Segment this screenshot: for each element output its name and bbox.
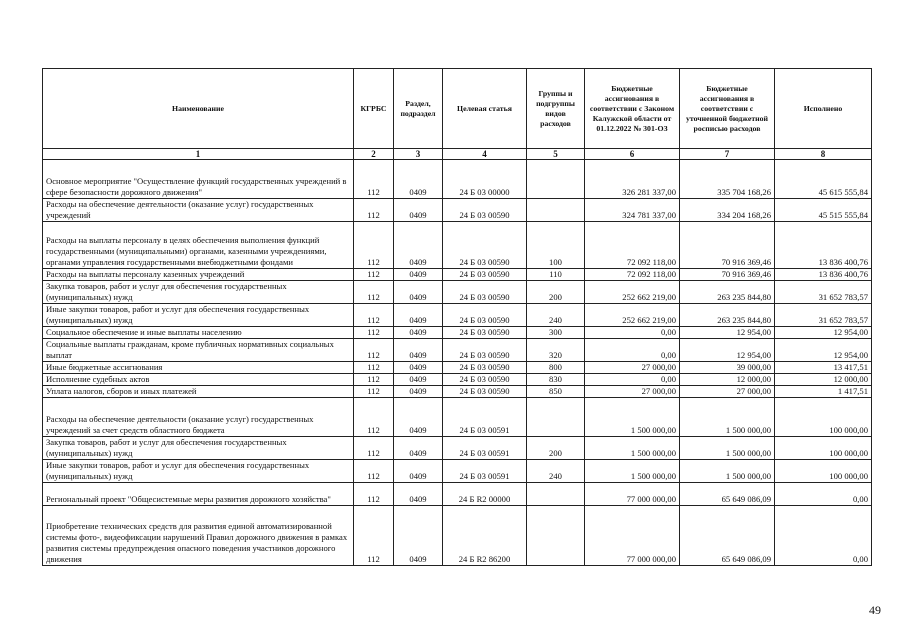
row-kgrbs: 112 xyxy=(354,281,394,304)
table-row xyxy=(43,398,872,437)
table-row xyxy=(43,327,872,339)
row-expense-group xyxy=(527,506,585,566)
row-law-amount: 1 500 000,00 xyxy=(585,437,680,460)
row-kgrbs: 112 xyxy=(354,362,394,374)
row-expense-group xyxy=(527,483,585,506)
row-razdel: 0409 xyxy=(394,398,443,437)
row-razdel: 0409 xyxy=(394,281,443,304)
col-header-executed: Исполнено xyxy=(775,69,872,149)
row-kgrbs: 112 xyxy=(354,460,394,483)
row-razdel: 0409 xyxy=(394,437,443,460)
row-expense-group: 100 xyxy=(527,222,585,269)
row-razdel: 0409 xyxy=(394,506,443,566)
col-number: 5 xyxy=(527,149,585,160)
row-name: Региональный проект "Общесистемные меры развития дорожного хозяйства" xyxy=(43,483,354,506)
row-name: Основное мероприятие "Осуществление функций государственных учреждений в сфере безопасности дорожного движения" xyxy=(43,160,354,199)
row-kgrbs: 112 xyxy=(354,483,394,506)
table-row xyxy=(43,460,872,483)
row-name: Иные закупки товаров, работ и услуг для обеспечения государственных (муниципальных) нужд xyxy=(43,304,354,327)
row-expense-group xyxy=(527,398,585,437)
row-refined-amount: 1 500 000,00 xyxy=(680,460,775,483)
row-expense-group: 300 xyxy=(527,327,585,339)
row-law-amount: 1 500 000,00 xyxy=(585,460,680,483)
row-target-article: 24 Б 03 00591 xyxy=(443,398,527,437)
row-executed-amount: 100 000,00 xyxy=(775,437,872,460)
row-executed-amount: 31 652 783,57 xyxy=(775,304,872,327)
budget-table xyxy=(42,68,872,566)
col-header-law: Бюджетные ассигнования в соответствии с Законом Калужской области от 01.12.2022 № 301-ОЗ xyxy=(585,69,680,149)
row-razdel: 0409 xyxy=(394,483,443,506)
row-executed-amount: 13 836 400,76 xyxy=(775,222,872,269)
col-number: 8 xyxy=(775,149,872,160)
col-header-refined: Бюджетные ассигнования в соответствии с уточненной бюджетной росписью расходов xyxy=(680,69,775,149)
row-kgrbs: 112 xyxy=(354,222,394,269)
table-row xyxy=(43,281,872,304)
table-row xyxy=(43,269,872,281)
row-name: Иные закупки товаров, работ и услуг для обеспечения государственных (муниципальных) нужд xyxy=(43,460,354,483)
col-number: 7 xyxy=(680,149,775,160)
row-razdel: 0409 xyxy=(394,374,443,386)
row-law-amount: 0,00 xyxy=(585,327,680,339)
row-law-amount: 252 662 219,00 xyxy=(585,281,680,304)
row-expense-group: 200 xyxy=(527,281,585,304)
row-law-amount: 27 000,00 xyxy=(585,386,680,398)
column-number-row xyxy=(43,149,872,160)
row-law-amount: 77 000 000,00 xyxy=(585,506,680,566)
col-header-kgrbs: КГРБС xyxy=(354,69,394,149)
row-target-article: 24 Б 03 00590 xyxy=(443,386,527,398)
col-number: 4 xyxy=(443,149,527,160)
row-law-amount: 0,00 xyxy=(585,374,680,386)
row-target-article: 24 Б 03 00590 xyxy=(443,281,527,304)
col-number: 2 xyxy=(354,149,394,160)
table-row xyxy=(43,437,872,460)
row-razdel: 0409 xyxy=(394,160,443,199)
row-law-amount: 1 500 000,00 xyxy=(585,398,680,437)
row-executed-amount: 31 652 783,57 xyxy=(775,281,872,304)
table-row xyxy=(43,506,872,566)
row-executed-amount: 13 836 400,76 xyxy=(775,269,872,281)
table-row xyxy=(43,199,872,222)
row-law-amount: 252 662 219,00 xyxy=(585,304,680,327)
table-row xyxy=(43,362,872,374)
row-kgrbs: 112 xyxy=(354,269,394,281)
row-expense-group: 240 xyxy=(527,460,585,483)
row-name: Приобретение технических средств для развития единой автоматизированной системы фото-, видеофиксации нарушений Правил дорожного движения в рамках развития системы предупреждения опасного поведения участников дорожного движения xyxy=(43,506,354,566)
row-razdel: 0409 xyxy=(394,362,443,374)
row-refined-amount: 263 235 844,80 xyxy=(680,281,775,304)
row-name: Уплата налогов, сборов и иных платежей xyxy=(43,386,354,398)
row-expense-group xyxy=(527,199,585,222)
row-expense-group: 800 xyxy=(527,362,585,374)
row-expense-group: 110 xyxy=(527,269,585,281)
row-name: Исполнение судебных актов xyxy=(43,374,354,386)
row-law-amount: 324 781 337,00 xyxy=(585,199,680,222)
row-kgrbs: 112 xyxy=(354,160,394,199)
col-header-razdel: Раздел, подраздел xyxy=(394,69,443,149)
row-kgrbs: 112 xyxy=(354,327,394,339)
row-refined-amount: 65 649 086,09 xyxy=(680,483,775,506)
row-executed-amount: 12 954,00 xyxy=(775,327,872,339)
table-row xyxy=(43,386,872,398)
row-refined-amount: 12 954,00 xyxy=(680,339,775,362)
row-refined-amount: 65 649 086,09 xyxy=(680,506,775,566)
row-refined-amount: 263 235 844,80 xyxy=(680,304,775,327)
row-executed-amount: 0,00 xyxy=(775,506,872,566)
row-law-amount: 72 092 118,00 xyxy=(585,222,680,269)
header-row xyxy=(43,69,872,149)
row-target-article: 24 Б 03 00590 xyxy=(443,327,527,339)
row-razdel: 0409 xyxy=(394,199,443,222)
col-number: 1 xyxy=(43,149,354,160)
row-refined-amount: 70 916 369,46 xyxy=(680,222,775,269)
row-law-amount: 72 092 118,00 xyxy=(585,269,680,281)
row-kgrbs: 112 xyxy=(354,506,394,566)
table-row xyxy=(43,339,872,362)
row-expense-group: 240 xyxy=(527,304,585,327)
row-refined-amount: 39 000,00 xyxy=(680,362,775,374)
row-target-article: 24 Б R2 00000 xyxy=(443,483,527,506)
row-razdel: 0409 xyxy=(394,304,443,327)
row-target-article: 24 Б R2 86200 xyxy=(443,506,527,566)
row-kgrbs: 112 xyxy=(354,374,394,386)
row-target-article: 24 Б 03 00590 xyxy=(443,374,527,386)
row-razdel: 0409 xyxy=(394,269,443,281)
row-executed-amount: 12 000,00 xyxy=(775,374,872,386)
page-number: 49 xyxy=(869,603,881,617)
row-target-article: 24 Б 03 00590 xyxy=(443,222,527,269)
row-target-article: 24 Б 03 00000 xyxy=(443,160,527,199)
row-kgrbs: 112 xyxy=(354,304,394,327)
row-refined-amount: 70 916 369,46 xyxy=(680,269,775,281)
row-target-article: 24 Б 03 00590 xyxy=(443,199,527,222)
row-kgrbs: 112 xyxy=(354,339,394,362)
row-expense-group xyxy=(527,160,585,199)
table-row xyxy=(43,160,872,199)
row-target-article: 24 Б 03 00590 xyxy=(443,304,527,327)
row-name: Социальные выплаты гражданам, кроме публичных нормативных социальных выплат xyxy=(43,339,354,362)
row-name: Расходы на обеспечение деятельности (оказание услуг) государственных учреждений xyxy=(43,199,354,222)
row-refined-amount: 1 500 000,00 xyxy=(680,398,775,437)
row-refined-amount: 12 000,00 xyxy=(680,374,775,386)
row-expense-group: 320 xyxy=(527,339,585,362)
row-executed-amount: 13 417,51 xyxy=(775,362,872,374)
row-name: Закупка товаров, работ и услуг для обеспечения государственных (муниципальных) нужд xyxy=(43,437,354,460)
row-law-amount: 27 000,00 xyxy=(585,362,680,374)
row-refined-amount: 27 000,00 xyxy=(680,386,775,398)
row-name: Расходы на выплаты персоналу казенных учреждений xyxy=(43,269,354,281)
row-law-amount: 0,00 xyxy=(585,339,680,362)
row-name: Расходы на выплаты персоналу в целях обеспечения выполнения функций государственными (муниципальными) органами, казенными учреждениями, органами управления государственными внебюджетными фондами xyxy=(43,222,354,269)
row-razdel: 0409 xyxy=(394,339,443,362)
row-law-amount: 77 000 000,00 xyxy=(585,483,680,506)
row-refined-amount: 335 704 168,26 xyxy=(680,160,775,199)
col-header-target: Целевая статья xyxy=(443,69,527,149)
row-razdel: 0409 xyxy=(394,327,443,339)
row-kgrbs: 112 xyxy=(354,437,394,460)
col-header-name: Наименование xyxy=(43,69,354,149)
row-executed-amount: 45 615 555,84 xyxy=(775,160,872,199)
row-name: Расходы на обеспечение деятельности (оказание услуг) государственных учреждений за счет средств областного бюджета xyxy=(43,398,354,437)
row-refined-amount: 12 954,00 xyxy=(680,327,775,339)
row-executed-amount: 12 954,00 xyxy=(775,339,872,362)
col-number: 3 xyxy=(394,149,443,160)
row-refined-amount: 1 500 000,00 xyxy=(680,437,775,460)
table-row xyxy=(43,483,872,506)
row-executed-amount: 45 515 555,84 xyxy=(775,199,872,222)
row-law-amount: 326 281 337,00 xyxy=(585,160,680,199)
row-target-article: 24 Б 03 00591 xyxy=(443,460,527,483)
row-executed-amount: 100 000,00 xyxy=(775,460,872,483)
col-number: 6 xyxy=(585,149,680,160)
row-executed-amount: 0,00 xyxy=(775,483,872,506)
row-razdel: 0409 xyxy=(394,386,443,398)
row-executed-amount: 100 000,00 xyxy=(775,398,872,437)
row-executed-amount: 1 417,51 xyxy=(775,386,872,398)
row-expense-group: 830 xyxy=(527,374,585,386)
row-expense-group: 850 xyxy=(527,386,585,398)
table-row xyxy=(43,374,872,386)
table-row xyxy=(43,304,872,327)
row-kgrbs: 112 xyxy=(354,398,394,437)
row-kgrbs: 112 xyxy=(354,386,394,398)
row-name: Закупка товаров, работ и услуг для обеспечения государственных (муниципальных) нужд xyxy=(43,281,354,304)
row-razdel: 0409 xyxy=(394,460,443,483)
row-target-article: 24 Б 03 00590 xyxy=(443,362,527,374)
table-row xyxy=(43,222,872,269)
row-target-article: 24 Б 03 00590 xyxy=(443,269,527,281)
row-expense-group: 200 xyxy=(527,437,585,460)
row-name: Иные бюджетные ассигнования xyxy=(43,362,354,374)
row-target-article: 24 Б 03 00591 xyxy=(443,437,527,460)
col-header-groups: Группы и подгруппы видов расходов xyxy=(527,69,585,149)
row-name: Социальное обеспечение и иные выплаты населению xyxy=(43,327,354,339)
row-kgrbs: 112 xyxy=(354,199,394,222)
row-refined-amount: 334 204 168,26 xyxy=(680,199,775,222)
row-target-article: 24 Б 03 00590 xyxy=(443,339,527,362)
row-razdel: 0409 xyxy=(394,222,443,269)
